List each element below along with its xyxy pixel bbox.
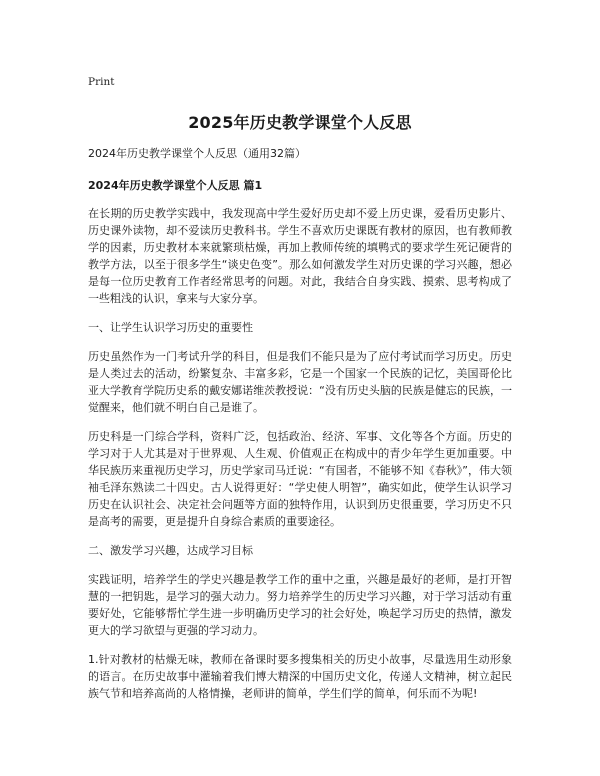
document-subtitle: 2024年历史教学课堂个人反思（通用32篇） [88, 147, 306, 160]
section-heading-1: 一、让学生认识学习历史的重要性 [88, 321, 253, 334]
page-title: 2025年历史教学课堂个人反思 [188, 113, 412, 132]
paragraph-interest: 实践证明，培养学生的学史兴趣是教学工作的重中之重，兴趣是最好的老师，是打开智慧的一把钥匙，是学习的强大动力。努力培养学生的历史学习兴趣，对于学习活动有重要好处，它能够帮忙学生进一步明确历史学习的社会好处，唤起学习历史的热情，激发更大的学习欲望与更强的学习动力。 [88, 573, 512, 637]
paragraph-method-1: 1.针对教材的枯燥无味，教师在备课时要多搜集相关的历史小故事，尽量选用生动形象的语言。在历史故事中灌输着我们博大精深的中国历史文化，传递人文精神，树立起民族气节和培养高尚的人格情操，老师讲的简单，学生们学的简单，何乐而不为呢! [88, 653, 512, 700]
section-heading-2: 二、激发学习兴趣，达成学习目标 [88, 544, 253, 557]
article-heading: 2024年历史教学课堂个人反思 篇1 [88, 179, 263, 192]
paragraph-comprehensive: 历史科是一门综合学科，资料广泛，包括政治、经济、军事、文化等各个方面。历史的学习对于人尤其是对于世界观、人生观、价值观正在构成中的青少年学生更加重要。中华民族历来重视历史学习，历史学家司马迁说：“有国者，不能够不知《春秋》”，伟大领袖毛泽东熟读二十四史。古人说得更好：“学史使人明智”，确实如此，使学生认识学习历史在认识社会、决定社会问题等方面的独特作用，认识到历史很重要，学习历史不只是高考的需要，更是提升自身综合素质的重要途径。 [88, 430, 512, 528]
paragraph-importance: 历史虽然作为一门考试升学的科目，但是我们不能只是为了应付考试而学习历史。历史是人类过去的活动，纷繁复杂、丰富多彩，它是一个国家一个民族的记忆，美国哥伦比亚大学教育学院历史系的戴安娜诺维茨教授说：“没有历史头脑的民族是健忘的民族，一觉醒来，他们就不明白自己是谁了。 [88, 350, 512, 414]
paragraph-intro: 在长期的历史教学实践中，我发现高中学生爱好历史却不爱上历史课，爱看历史影片、历史课外读物，却不爱读历史教科书。学生不喜欢历史课既有教材的原因，也有教师教学的因素，历史教材本来就繁琐枯燥，再加上教师传统的填鸭式的要求学生死记硬背的教学方法，以至于很多学生“谈史色变”。那么如何激发学生对历史课的学习兴趣，想必是每一位历史教育工作者经常思考的问题。对此，我结合自身实践、摸索、思考构成了一些粗浅的认识，拿来与大家分享。 [88, 207, 512, 305]
print-link[interactable]: Print [88, 76, 115, 88]
